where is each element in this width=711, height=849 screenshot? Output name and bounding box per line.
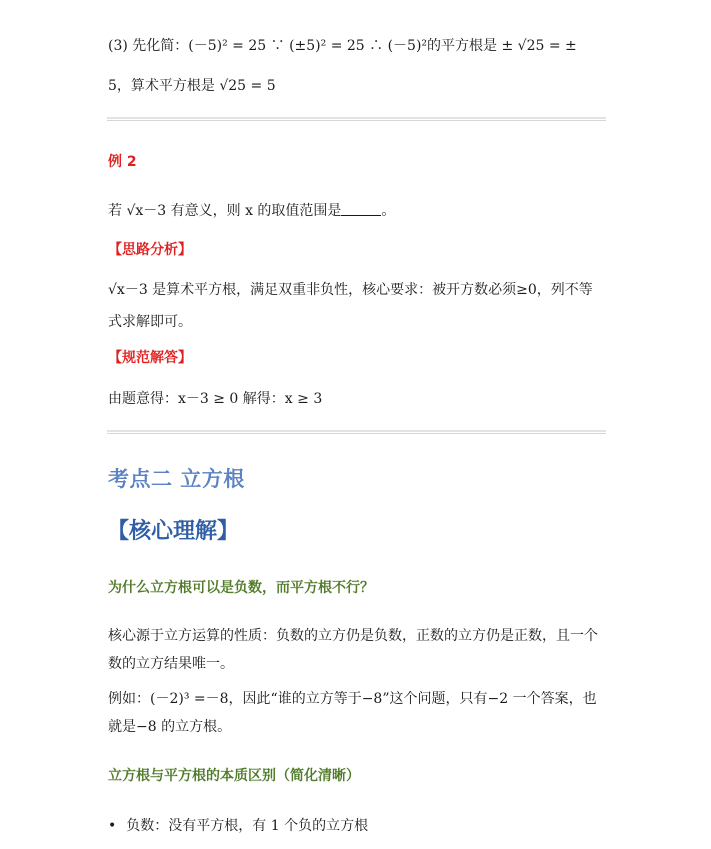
paragraph-1-line2: 数的立方结果唯一。 — [108, 656, 234, 672]
question-heading-1: 为什么立方根可以是负数，而平方根不行？ — [108, 580, 374, 596]
item3-line2: 5，算术平方根是 √25 = 5 — [108, 78, 276, 94]
question-heading-2: 立方根与平方根的本质区别（简化清晰） — [108, 768, 360, 784]
paragraph-2-line1: 例如：(－2)³ =－8，因此“谁的立方等于−8”这个问题，只有−2 一个答案，也 — [108, 691, 597, 707]
solution-heading: 【规范解答】 — [108, 350, 192, 366]
analysis-line1: √x－3 是算术平方根，满足双重非负性，核心要求：被开方数必须≥0，列不等 — [108, 282, 593, 298]
analysis-heading: 【思路分析】 — [108, 242, 192, 258]
analysis-line2: 式求解即可。 — [108, 314, 192, 330]
section-divider — [107, 117, 606, 121]
example-2-question-text: 若 √x－3 有意义，则 x 的取值范围是 — [108, 203, 342, 219]
bullet-icon: • — [108, 818, 117, 834]
paragraph-2-line2: 就是−8 的立方根。 — [108, 719, 232, 735]
item3-line1: (3) 先化简：(－5)² = 25 ∵ (±5)² = 25 ∴ (－5)²的平方根是 ± √25 = ± — [108, 38, 577, 54]
answer-blank — [341, 203, 381, 216]
solution-line: 由题意得：x－3 ≥ 0 解得：x ≥ 3 — [108, 391, 323, 407]
example-2-title: 例 2 — [108, 154, 137, 170]
bullet-item-1-text: 负数：没有平方根，有 1 个负的立方根 — [126, 818, 369, 834]
bullet-item-1 — [108, 816, 368, 836]
core-understanding-heading: 【核心理解】 — [107, 519, 240, 544]
section-divider-2 — [107, 430, 606, 434]
section-title: 考点二 立方根 — [108, 467, 245, 491]
example-2-question-end: 。 — [381, 203, 396, 219]
example-2-question — [108, 201, 395, 221]
paragraph-1-line1: 核心源于立方运算的性质：负数的立方仍是负数，正数的立方仍是正数，且一个 — [108, 628, 598, 644]
